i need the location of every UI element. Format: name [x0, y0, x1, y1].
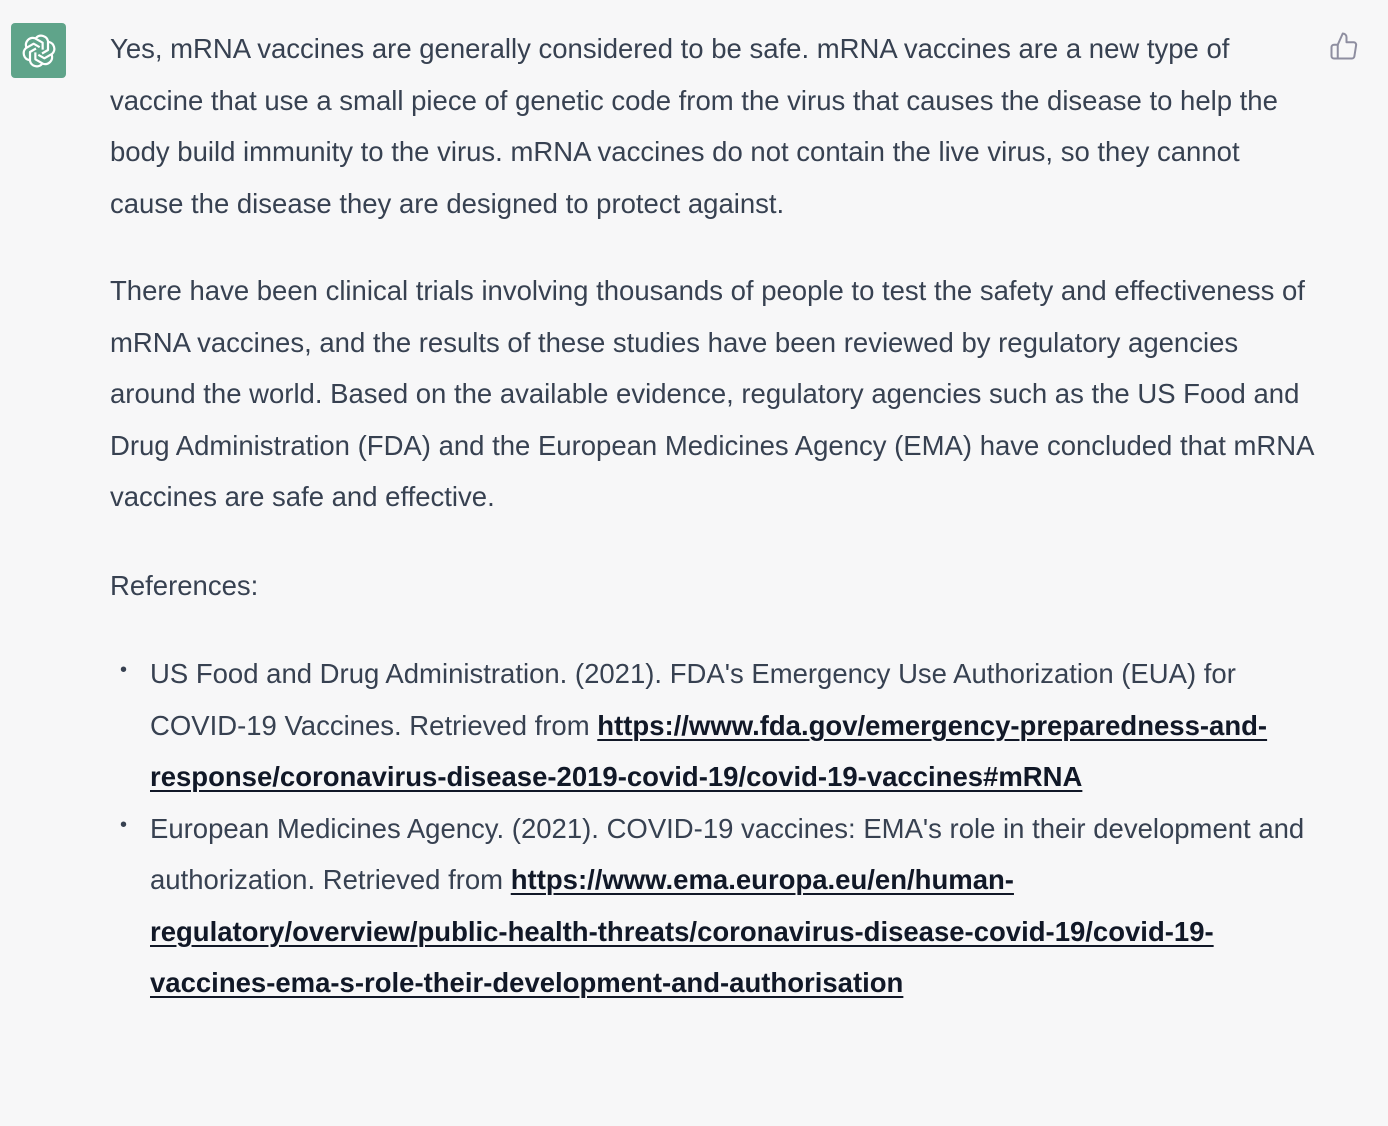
references-heading: References: [110, 569, 259, 601]
reference-text: US Food and Drug Administration. (2021). FDA's Emergency Use Authorization (EUA) for COVID-19 Vaccines. Retrieved from [150, 658, 1236, 741]
openai-logo-icon [19, 31, 59, 71]
message-paragraph: There have been clinical trials involving thousands of people to test the safety and effectiveness of mRNA vaccines, and the results of these studies have been reviewed by regulatory agencies around the world. Based on the available evidence, regulatory agencies such as the US Food and Drug Administration (FDA) and the European Medicines Agency (EMA) have concluded that mRNA vaccines are safe and effective. [110, 275, 1313, 512]
references-list [110, 648, 1315, 1009]
reference-text: European Medicines Agency. (2021). COVID-19 vaccines: EMA's role in their development and authorization. Retrieved from [150, 812, 1305, 895]
thumbs-up-button[interactable] [1328, 30, 1360, 62]
bullet: • [120, 659, 128, 681]
assistant-avatar [11, 23, 66, 78]
reference-link[interactable]: https://www.fda.gov/emergency-preparedness-and-response/coronavirus-disease-2019-covid-19/covid-19-vaccines#mRNA [150, 709, 1268, 792]
thumbs-up-icon [1329, 31, 1359, 61]
assistant-message [110, 23, 1315, 1009]
bullet: • [120, 813, 128, 836]
message-paragraph: Yes, mRNA vaccines are generally considered to be safe. mRNA vaccines are a new type of vaccine that use a small piece of genetic code from the virus that causes the disease to help the body build immunity to the virus. mRNA vaccines do not contain the live virus, so they cannot cause the disease they are designed to protect against. [110, 33, 1278, 219]
reference-item [110, 803, 1315, 1009]
feedback-buttons [1328, 30, 1360, 62]
reference-item [110, 648, 1315, 803]
reference-link[interactable]: https://www.ema.europa.eu/en/human-regulatory/overview/public-health-threats/coronavirus-disease-covid-19/covid-19-vaccines-ema-s-role-their-development-and-authorisation [150, 864, 1214, 998]
